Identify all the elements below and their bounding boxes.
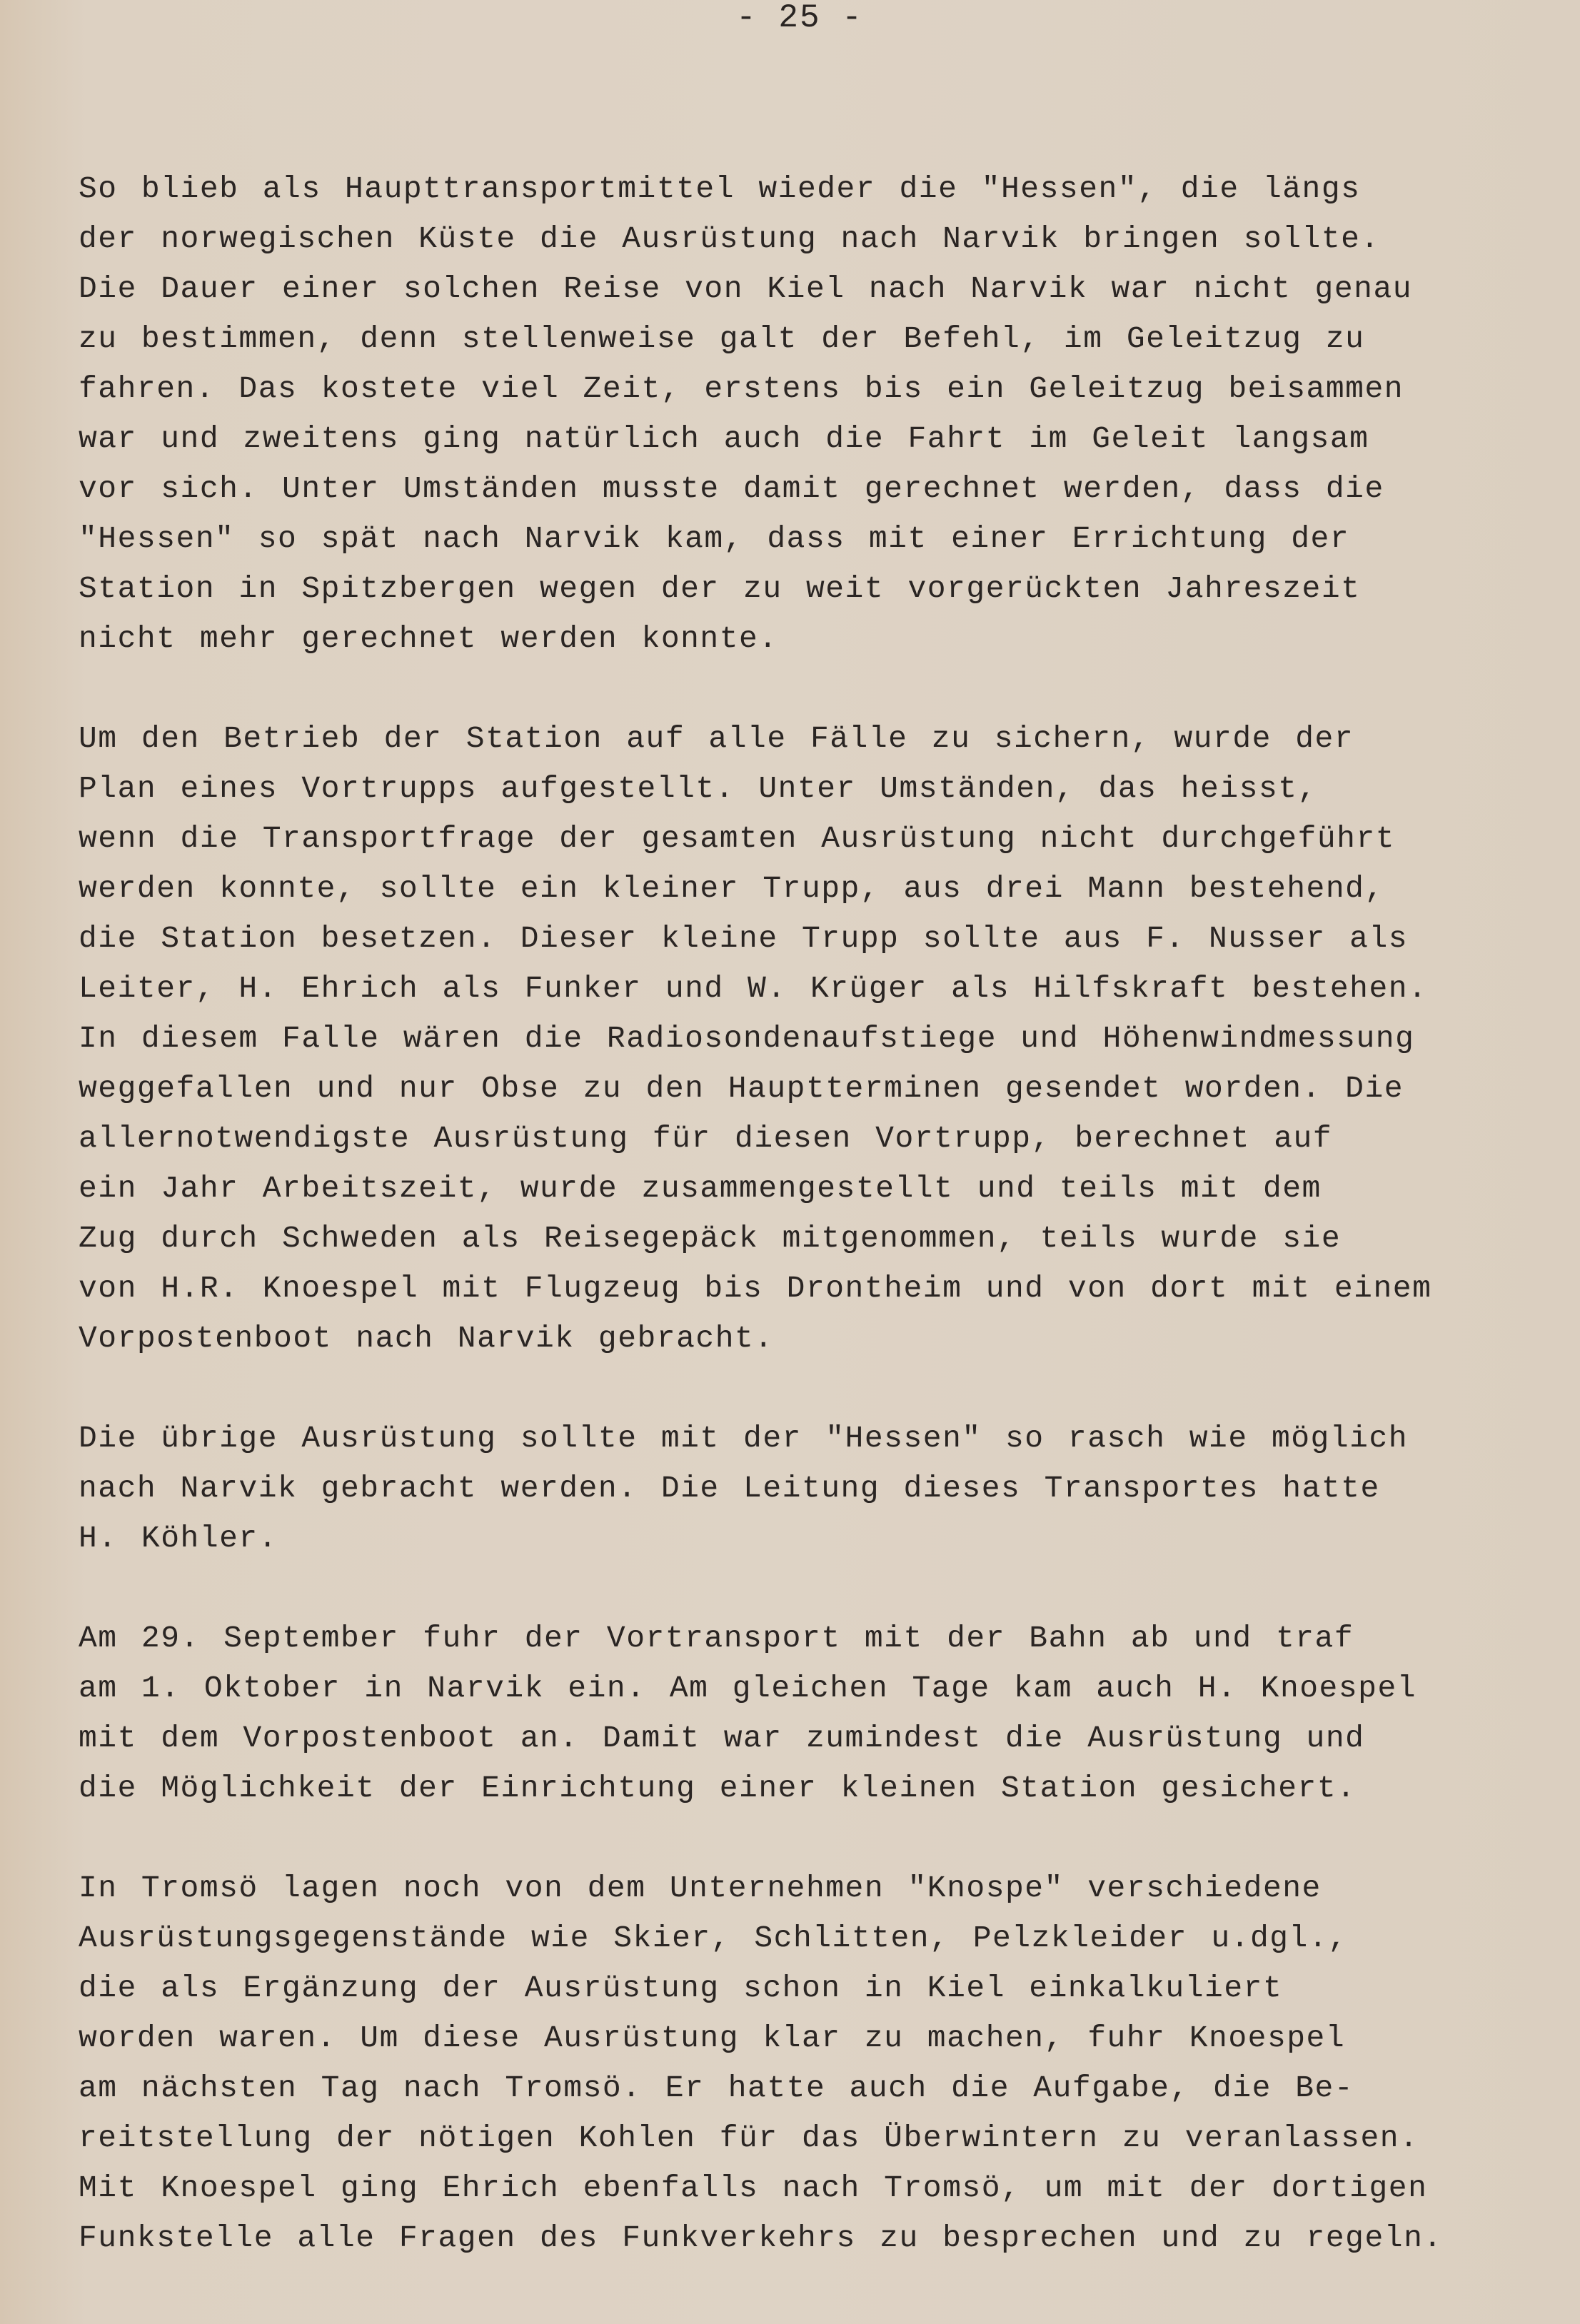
text-line: Ausrüstungsgegenstände wie Skier, Schlitten, Pelzkleider u.dgl., xyxy=(79,1921,1348,1956)
paragraph-2 xyxy=(79,714,1506,1364)
text-line: Um den Betrieb der Station auf alle Fälle zu sichern, wurde der xyxy=(79,721,1354,756)
text-line: worden waren. Um diese Ausrüstung klar zu machen, fuhr Knoespel xyxy=(79,2021,1346,2056)
text-line: Funkstelle alle Fragen des Funkverkehrs zu besprechen und zu regeln. xyxy=(79,2220,1443,2255)
text-line: nicht mehr gerechnet werden konnte. xyxy=(79,621,778,656)
body-text xyxy=(79,164,1506,2313)
text-line: Plan eines Vortrupps aufgestellt. Unter Umständen, das heisst, xyxy=(79,771,1317,806)
text-line: "Hessen" so spät nach Narvik kam, dass mit einer Errichtung der xyxy=(79,521,1350,556)
text-line: die Möglichkeit der Einrichtung einer kleinen Station gesichert. xyxy=(79,1771,1357,1806)
text-line: So blieb als Haupttransportmittel wieder die "Hessen", die längs xyxy=(79,171,1361,206)
text-line: nach Narvik gebracht werden. Die Leitung dieses Transportes hatte xyxy=(79,1471,1380,1506)
text-line: am 1. Oktober in Narvik ein. Am gleichen Tage kam auch H. Knoespel xyxy=(79,1671,1417,1706)
text-line: Station in Spitzbergen wegen der zu weit vorgerückten Jahreszeit xyxy=(79,571,1361,606)
text-line: Leiter, H. Ehrich als Funker und W. Krüger als Hilfskraft bestehen. xyxy=(79,971,1428,1006)
text-line: Die Dauer einer solchen Reise von Kiel nach Narvik war nicht genau xyxy=(79,271,1413,306)
text-line: Zug durch Schweden als Reisegepäck mitgenommen, teils wurde sie xyxy=(79,1221,1342,1256)
text-line: Mit Knoespel ging Ehrich ebenfalls nach Tromsö, um mit der dortigen xyxy=(79,2170,1428,2205)
text-line: wenn die Transportfrage der gesamten Ausrüstung nicht durchgeführt xyxy=(79,821,1396,856)
text-line: die als Ergänzung der Ausrüstung schon in Kiel einkalkuliert xyxy=(79,1971,1283,2006)
text-line: der norwegischen Küste die Ausrüstung nach Narvik bringen sollte. xyxy=(79,221,1380,256)
paragraph-5 xyxy=(79,1863,1506,2263)
text-line: Die übrige Ausrüstung sollte mit der "Hessen" so rasch wie möglich xyxy=(79,1421,1409,1456)
text-line: Vorpostenboot nach Narvik gebracht. xyxy=(79,1321,774,1356)
text-line: von H.R. Knoespel mit Flugzeug bis Drontheim und von dort mit einem xyxy=(79,1271,1432,1306)
paragraph-4 xyxy=(79,1614,1506,1814)
page-number: - 25 - xyxy=(736,0,863,36)
text-line: weggefallen und nur Obse zu den Hauptterminen gesendet worden. Die xyxy=(79,1071,1404,1106)
text-line: allernotwendigste Ausrüstung für diesen Vortrupp, berechnet auf xyxy=(79,1121,1333,1156)
text-line: fahren. Das kostete viel Zeit, erstens bis ein Geleitzug beisammen xyxy=(79,371,1404,406)
text-line: zu bestimmen, denn stellenweise galt der Befehl, im Geleitzug zu xyxy=(79,321,1365,356)
paragraph-3 xyxy=(79,1414,1506,1564)
paragraph-1 xyxy=(79,164,1506,664)
text-line: am nächsten Tag nach Tromsö. Er hatte auch die Aufgabe, die Be- xyxy=(79,2071,1354,2106)
text-line: ein Jahr Arbeitszeit, wurde zusammengestellt und teils mit dem xyxy=(79,1171,1322,1206)
text-line: In diesem Falle wären die Radiosondenaufstiege und Höhenwindmessung xyxy=(79,1021,1415,1056)
text-line: werden konnte, sollte ein kleiner Trupp, aus drei Mann bestehend, xyxy=(79,871,1384,906)
text-line: war und zweitens ging natürlich auch die Fahrt im Geleit langsam xyxy=(79,421,1369,456)
text-line: die Station besetzen. Dieser kleine Trupp sollte aus F. Nusser als xyxy=(79,921,1409,956)
text-line: mit dem Vorpostenboot an. Damit war zumindest die Ausrüstung und xyxy=(79,1721,1365,1756)
text-line: vor sich. Unter Umständen musste damit gerechnet werden, dass die xyxy=(79,471,1384,506)
text-line: H. Köhler. xyxy=(79,1521,278,1556)
text-line: In Tromsö lagen noch von dem Unternehmen "Knospe" verschiedene xyxy=(79,1871,1322,1906)
text-line: reitstellung der nötigen Kohlen für das Überwintern zu veranlassen. xyxy=(79,2121,1419,2156)
text-line: Am 29. September fuhr der Vortransport mit der Bahn ab und traf xyxy=(79,1621,1354,1656)
